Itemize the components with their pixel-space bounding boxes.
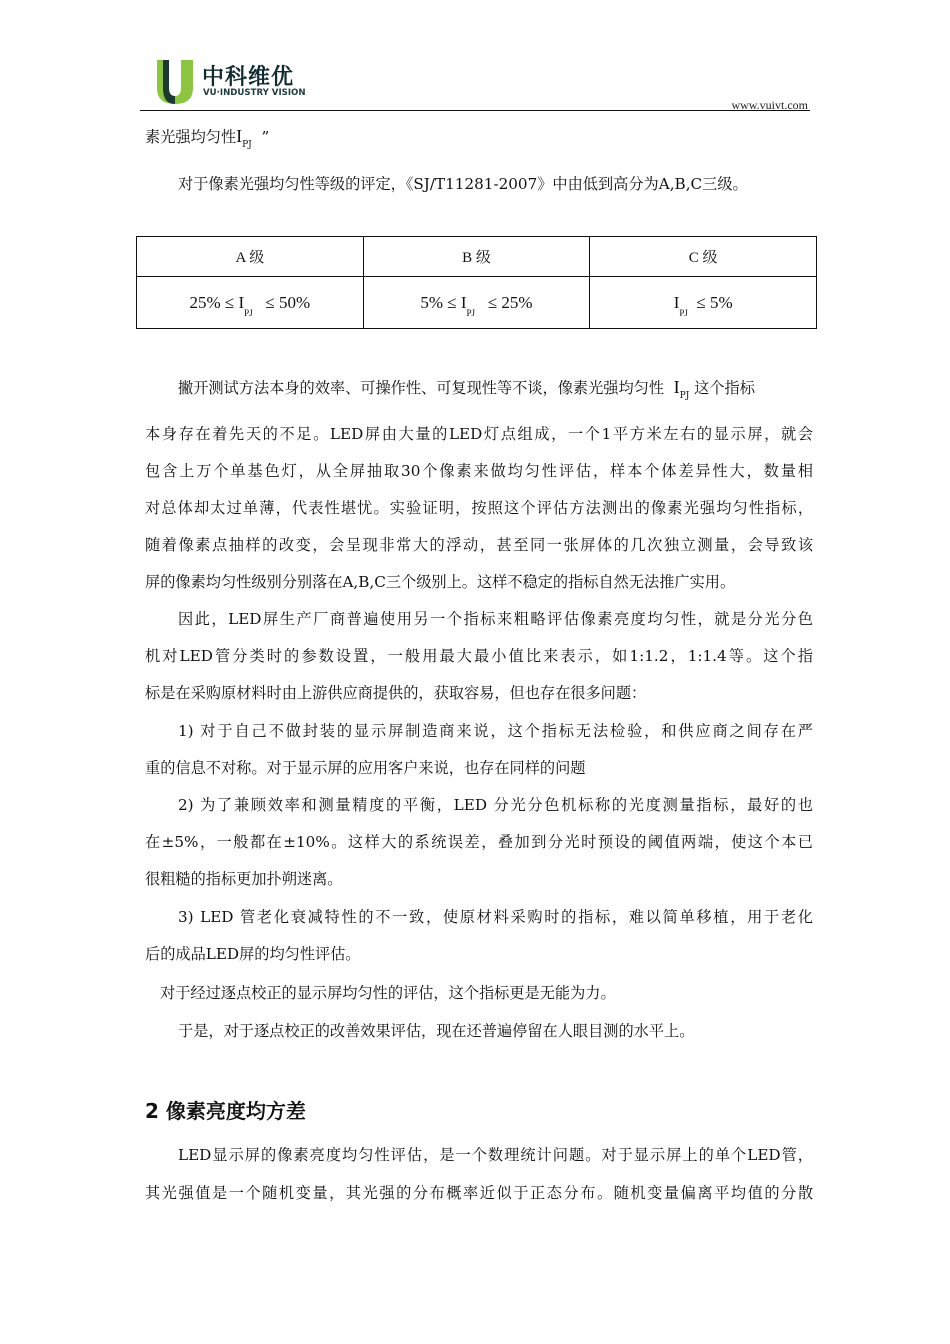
paragraph-line: 其光强值是一个随机变量，其光强的分布概率近似于正态分布。随机变量偏离平均值的分散 bbox=[145, 1184, 813, 1202]
grade-table bbox=[136, 236, 817, 329]
closing-quote: ” bbox=[261, 128, 270, 146]
grade-table-value-row bbox=[137, 277, 817, 329]
list-item-2: 2) 为了兼顾效率和测量精度的平衡，LED 分光分色机标称的光度测量指标，最好的也 bbox=[178, 796, 813, 814]
paragraph-line: 本身存在着先天的不足。LED屏由大量的LED灯点组成，一个1平方米左右的显示屏，就会 bbox=[145, 425, 813, 443]
vu-logo-icon bbox=[155, 58, 195, 106]
paragraph-line: 机对LED管分类时的参数设置，一般用最大最小值比来表示，如1:1.2，1:1.4等。这个指 bbox=[145, 647, 813, 665]
symbol-I: I bbox=[673, 377, 680, 397]
paragraph-line: 于是，对于逐点校正的改善效果评估，现在还普遍停留在人眼目测的水平上。 bbox=[178, 1022, 695, 1040]
list-item-2-cont: 很粗糙的指标更加扑朔迷离。 bbox=[145, 870, 343, 888]
grade-cell-a: $25\% \le I_{PJ} \le 50\%$ bbox=[137, 277, 364, 329]
list-item-3: 3) LED 管老化衰减特性的不一致，使原材料采购时的指标，难以简单移植，用于老化 bbox=[178, 908, 813, 926]
list-item-2-cont: 在±5%，一般都在±10%。这样大的系统误差，叠加到分光时预设的阈值两端，使这个本已 bbox=[145, 833, 813, 851]
grade-header-a: A 级 bbox=[137, 237, 364, 277]
list-item-1: 1) 对于自己不做封装的显示屏制造商来说，这个指标无法检验，和供应商之间存在严 bbox=[178, 722, 813, 740]
grade-cell-b: $5\% \le I_{PJ} \le 25\%$ bbox=[363, 277, 590, 329]
paragraph-line: 屏的像素均匀性级别分别落在A,B,C三个级别上。这样不稳定的指标自然无法推广实用。 bbox=[145, 573, 736, 591]
carry-over-line bbox=[145, 126, 813, 150]
header-rule bbox=[140, 110, 810, 111]
paragraph-line: 撇开测试方法本身的效率、可操作性、可复现性等不谈，像素光强均匀性 $I_{PJ}$ 这个指标 bbox=[178, 377, 755, 401]
brand-name-cn: 中科维优 bbox=[202, 65, 295, 90]
symbol-subscript: PJ bbox=[242, 140, 252, 150]
list-item-3-cont: 后的成品LED屏的均匀性评估。 bbox=[145, 945, 361, 963]
grade-cell-c: $I_{PJ} \le 5\%$ bbox=[590, 277, 817, 329]
grading-line: 对于像素光强均匀性等级的评定，《SJ/T11281-2007》中由低到高分为A,B,C三级。 bbox=[178, 175, 748, 193]
symbol-I: I bbox=[236, 126, 243, 146]
carry-text: 素光强均匀性 bbox=[145, 128, 237, 146]
website-url: www.vuivt.com bbox=[731, 98, 808, 112]
paragraph-line: 因此，LED屏生产厂商普遍使用另一个指标来粗略评估像素亮度均匀性，就是分光分色 bbox=[178, 610, 813, 628]
grade-header-b: B 级 bbox=[363, 237, 590, 277]
paragraph-line: LED显示屏的像素亮度均匀性评估，是一个数理统计问题。对于显示屏上的单个LED管， bbox=[178, 1146, 813, 1164]
paragraph-line: 对总体却太过单薄，代表性堪忧。实验证明，按照这个评估方法测出的像素光强均匀性指标， bbox=[145, 499, 813, 517]
paragraph-line: 对于经过逐点校正的显示屏均匀性的评估，这个指标更是无能为力。 bbox=[160, 984, 616, 1002]
list-item-1-cont: 重的信息不对称。对于显示屏的应用客户来说，也存在同样的问题 bbox=[145, 759, 586, 777]
paragraph-line: 包含上万个单基色灯，从全屏抽取30个像素来做均匀性评估，样本个体差异性大，数量相 bbox=[145, 462, 813, 480]
paragraph-line: 随着像素点抽样的改变，会呈现非常大的浮动，甚至同一张屏体的几次独立测量，会导致该 bbox=[145, 536, 813, 554]
grade-table-header-row bbox=[137, 237, 817, 277]
grade-header-c: C 级 bbox=[590, 237, 817, 277]
paragraph-line: 标是在采购原材料时由上游供应商提供的，获取容易，但也存在很多问题： bbox=[145, 684, 647, 702]
section-heading: 2 像素亮度均方差 bbox=[145, 1099, 306, 1123]
company-logo bbox=[155, 58, 315, 110]
brand-name-en: VU·INDUSTRY VISION bbox=[203, 88, 306, 98]
